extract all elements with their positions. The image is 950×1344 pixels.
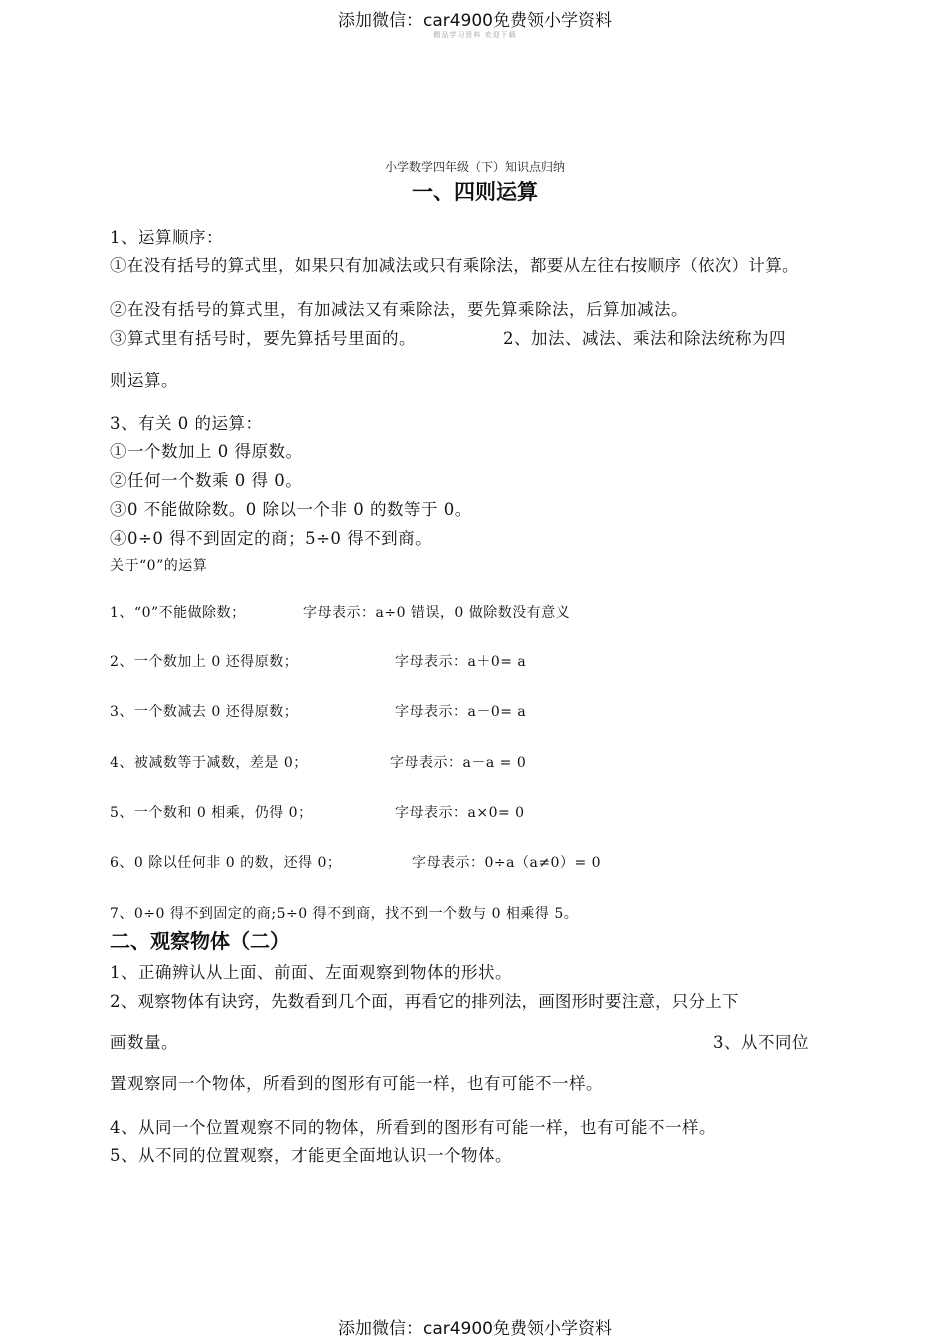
about-zero-heading: 关于“0”的运算 [110,558,208,574]
observe-point-3b: 置观察同一个物体，所看到的图形有可能一样，也有可能不一样。 [110,1074,603,1093]
zero-list-formula-4: 字母表示：a－a = 0 [390,755,527,771]
zero-list-item-6: 6、0 除以任何非 0 的数，还得 0； [110,855,342,871]
zero-rule-4: ④0÷0 得不到固定的商；5÷0 得不到商。 [110,529,433,548]
observe-point-5: 5、从不同的位置观察，才能更全面地认识一个物体。 [110,1146,512,1165]
zero-rule-3: ③0 不能做除数。0 除以一个非 0 的数等于 0。 [110,500,472,519]
zero-list-item-1: 1、“0”不能做除数； [110,605,246,621]
zero-list-item-2: 2、一个数加上 0 还得原数； [110,654,299,670]
zero-list-item-3: 3、一个数减去 0 还得原数； [110,704,299,720]
zero-list-formula-2: 字母表示：a＋0= a [395,654,527,670]
zero-list-formula-3: 字母表示：a－0= a [395,704,527,720]
zero-list-item-4: 4、被减数等于减数，差是 0； [110,755,308,771]
observe-point-2b: 画数量。 [110,1033,178,1052]
observe-point-1: 1、正确辨认从上面、前面、左面观察到物体的形状。 [110,963,512,982]
zero-list-formula-1: 字母表示：a÷0 错误，0 做除数没有意义 [303,605,571,621]
zero-heading: 3、有关 0 的运算： [110,414,263,433]
point2-line-b: 则运算。 [110,371,178,390]
watermark-top: 添加微信：car4900免费领小学资料 [337,11,613,31]
faint-header: 精品学习资料 欢迎下载 [433,31,517,39]
observe-point-2a: 2、观察物体有诀窍，先数看到几个面，再看它的排列法，画图形时要注意，只分上下 [110,992,739,1011]
observe-point-4: 4、从同一个位置观察不同的物体，所看到的图形有可能一样，也有可能不一样。 [110,1118,716,1137]
zero-list-formula-5: 字母表示：a×0= 0 [395,805,525,821]
order-rule-1: ①在没有括号的算式里，如果只有加减法或只有乘除法，都要从左往右按顺序（依次）计算。 [110,256,799,275]
section2-title: 二、观察物体（二） [110,929,290,953]
zero-list-formula-6: 字母表示：0÷a（a≠0）= 0 [412,855,602,871]
observe-point-3a: 3、从不同位 [713,1033,809,1052]
order-rule-3: ③算式里有括号时，要先算括号里面的。 [110,329,416,348]
order-heading: 1、运算顺序： [110,228,223,247]
order-rule-2: ②在没有括号的算式里，有加减法又有乘除法，要先算乘除法，后算加减法。 [110,300,688,319]
zero-rule-2: ②任何一个数乘 0 得 0。 [110,471,303,490]
point2-line-a: 2、加法、减法、乘法和除法统称为四 [503,329,786,348]
zero-list-item-5: 5、一个数和 0 相乘，仍得 0； [110,805,313,821]
watermark-bottom: 添加微信：car4900免费领小学资料 [337,1319,613,1339]
doc-subtitle: 小学数学四年级（下）知识点归纳 [384,160,565,174]
zero-rule-1: ①一个数加上 0 得原数。 [110,442,303,461]
zero-list-item-7: 7、0÷0 得不到固定的商;5÷0 得不到商，找不到一个数与 0 相乘得 5。 [110,906,579,922]
section1-title: 一、四则运算 [412,180,538,204]
